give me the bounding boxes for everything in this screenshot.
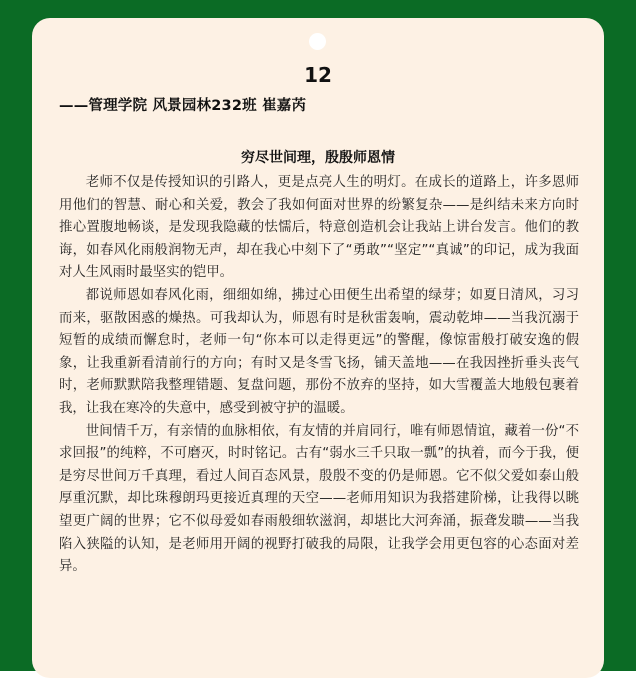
paragraph: 都说师恩如春风化雨，细细如绵，拂过心田便生出希望的绿芽；如夏日清风，习习而来，驱散困惑的燥热。可我却认为，师恩有时是秋雷轰响，震动乾坤——当我沉溺于短暂的成绩而懈怠时，老师一句“你本可以走得更远”的警醒，像惊雷般打破安逸的假象，让我重新看清前行的方向；有时又是冬雪飞扬，铺天盖地——在我因挫折垂头丧气时，老师默默陪我整理错题、复盘问题，那份不放弃的坚持，如大雪覆盖大地般包裹着我，让我在寒冷的失意中，感受到被守护的温暖。 (59, 287, 579, 416)
page-number: 12 (304, 63, 332, 87)
essay-title: 穷尽世间理，殷殷师恩情 (241, 150, 395, 166)
author-byline: ——管理学院 风景园林232班 崔嘉芮 (59, 98, 307, 114)
essay-body (59, 172, 579, 579)
paragraph: 世间情千万，有亲情的血脉相依，有友情的并肩同行，唯有师恩情谊，藏着一份“不求回报”的纯粹，不可磨灭，时时铭记。古有“弱水三千只取一瓢”的执着，而今于我，便是穷尽世间万千真理，看过人间百态风景，殷殷不变的仍是师恩。它不似父爱如泰山般厚重沉默，却比珠穆朗玛更接近真理的天空——老师用知识为我搭建阶梯，让我得以眺望更广阔的世界；它不似母爱如春雨般细软滋润，却堪比大河奔涌，振聋发聩——当我陷入狭隘的认知，是老师用开阔的视野打破我的局限，让我学会用更包容的心态面对差异。 (59, 423, 579, 575)
binder-hole (309, 33, 326, 50)
paragraph: 老师不仅是传授知识的引路人，更是点亮人生的明灯。在成长的道路上，许多恩师用他们的智慧、耐心和关爱，教会了我如何面对世界的纷繁复杂——是纠结未来方向时推心置腹地畅谈，是发现我隐藏的怯懦后，特意创造机会让我站上讲台发言。他们的教诲，如春风化雨般润物无声，却在我心中刻下了“勇敢”“坚定”“真诚”的印记，成为我面对人生风雨时最坚实的铠甲。 (59, 175, 579, 281)
